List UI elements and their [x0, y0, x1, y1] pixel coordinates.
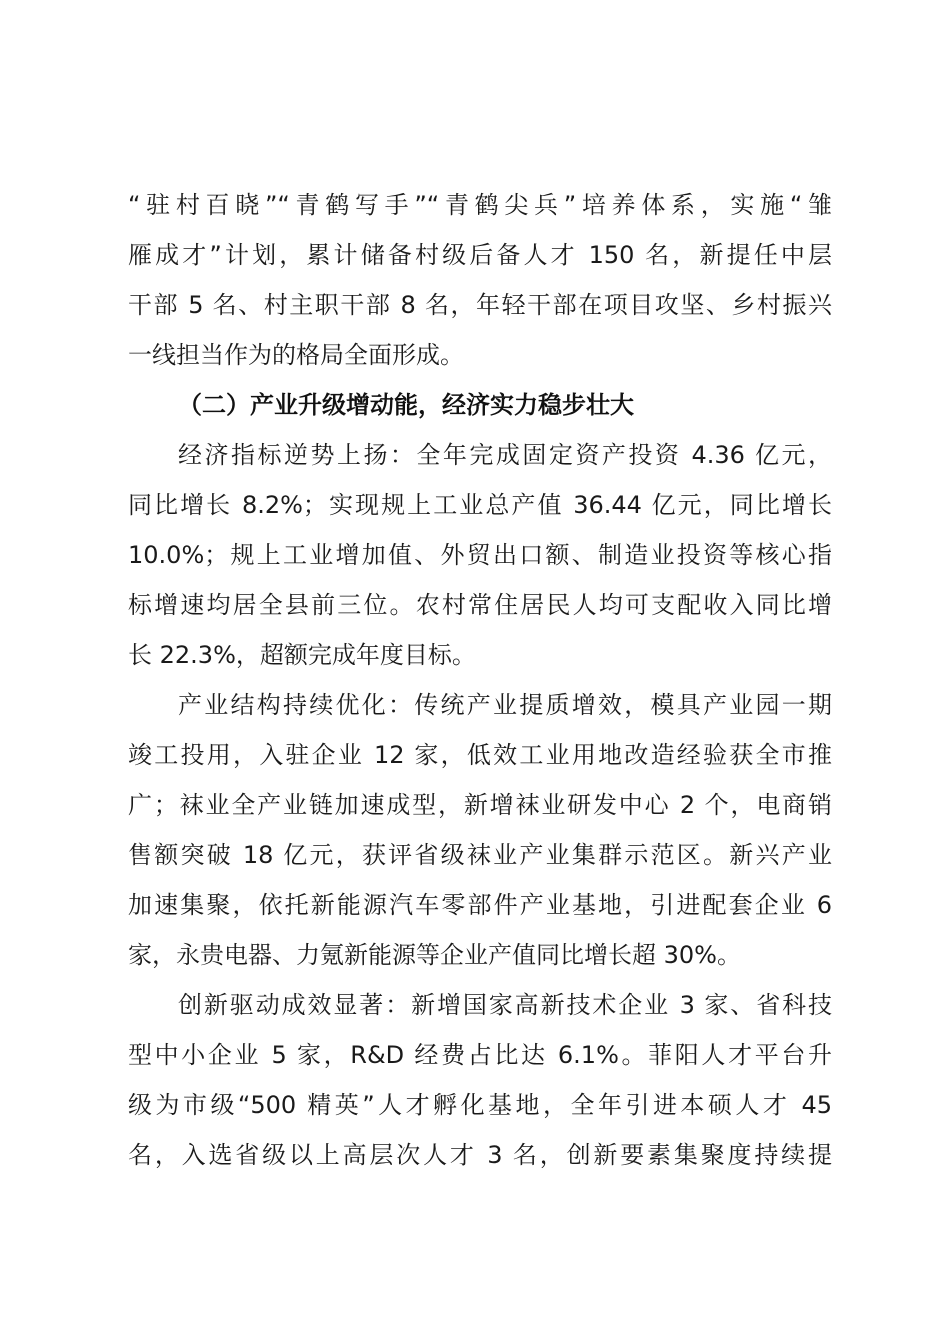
text-line: 家，永贵电器、力氪新能源等企业产值同比增长超 30%。 — [128, 941, 741, 969]
text-line: 竣工投用，入驻企业 12 家，低效工业用地改造经验获全市推 — [128, 741, 832, 769]
text-line: “驻村百晓”“青鹤写手”“青鹤尖兵”培养体系，实施“雏 — [128, 191, 832, 219]
section-heading: （二）产业升级增动能，经济实力稳步壮大 — [178, 391, 634, 419]
continuation-paragraph — [128, 180, 832, 380]
text-line: 产业结构持续优化：传统产业提质增效，模具产业园一期 — [178, 691, 832, 719]
text-line: 同比增长 8.2%；实现规上工业总产值 36.44 亿元，同比增长 — [128, 491, 832, 519]
text-line: 广；袜业全产业链加速成型，新增袜业研发中心 2 个，电商销 — [128, 791, 832, 819]
text-line: 经济指标逆势上扬：全年完成固定资产投资 4.36 亿元， — [178, 441, 832, 469]
text-line: 10.0%；规上工业增加值、外贸出口额、制造业投资等核心指 — [128, 541, 832, 569]
text-line: 标增速均居全县前三位。农村常住居民人均可支配收入同比增 — [128, 591, 832, 619]
paragraph-innovation — [128, 980, 832, 1180]
text-line: 级为市级“500 精英”人才孵化基地，全年引进本硕人才 45 — [128, 1091, 832, 1119]
text-line: 一线担当作为的格局全面形成。 — [128, 341, 464, 369]
document-page — [128, 180, 832, 1180]
text-line: 长 22.3%，超额完成年度目标。 — [128, 641, 476, 669]
paragraph-industrial-structure — [128, 680, 832, 980]
paragraph-economic-indicators — [128, 430, 832, 680]
text-line: 创新驱动成效显著：新增国家高新技术企业 3 家、省科技 — [178, 991, 832, 1019]
text-line: 加速集聚，依托新能源汽车零部件产业基地，引进配套企业 6 — [128, 891, 832, 919]
text-line: 雁成才”计划，累计储备村级后备人才 150 名，新提任中层 — [128, 241, 832, 269]
text-line: 干部 5 名、村主职干部 8 名，年轻干部在项目攻坚、乡村振兴 — [128, 291, 832, 319]
text-line: 型中小企业 5 家，R&D 经费占比达 6.1%。菲阳人才平台升 — [128, 1041, 832, 1069]
text-line: 售额突破 18 亿元，获评省级袜业产业集群示范区。新兴产业 — [128, 841, 832, 869]
text-line: 名，入选省级以上高层次人才 3 名，创新要素集聚度持续提 — [128, 1141, 832, 1169]
